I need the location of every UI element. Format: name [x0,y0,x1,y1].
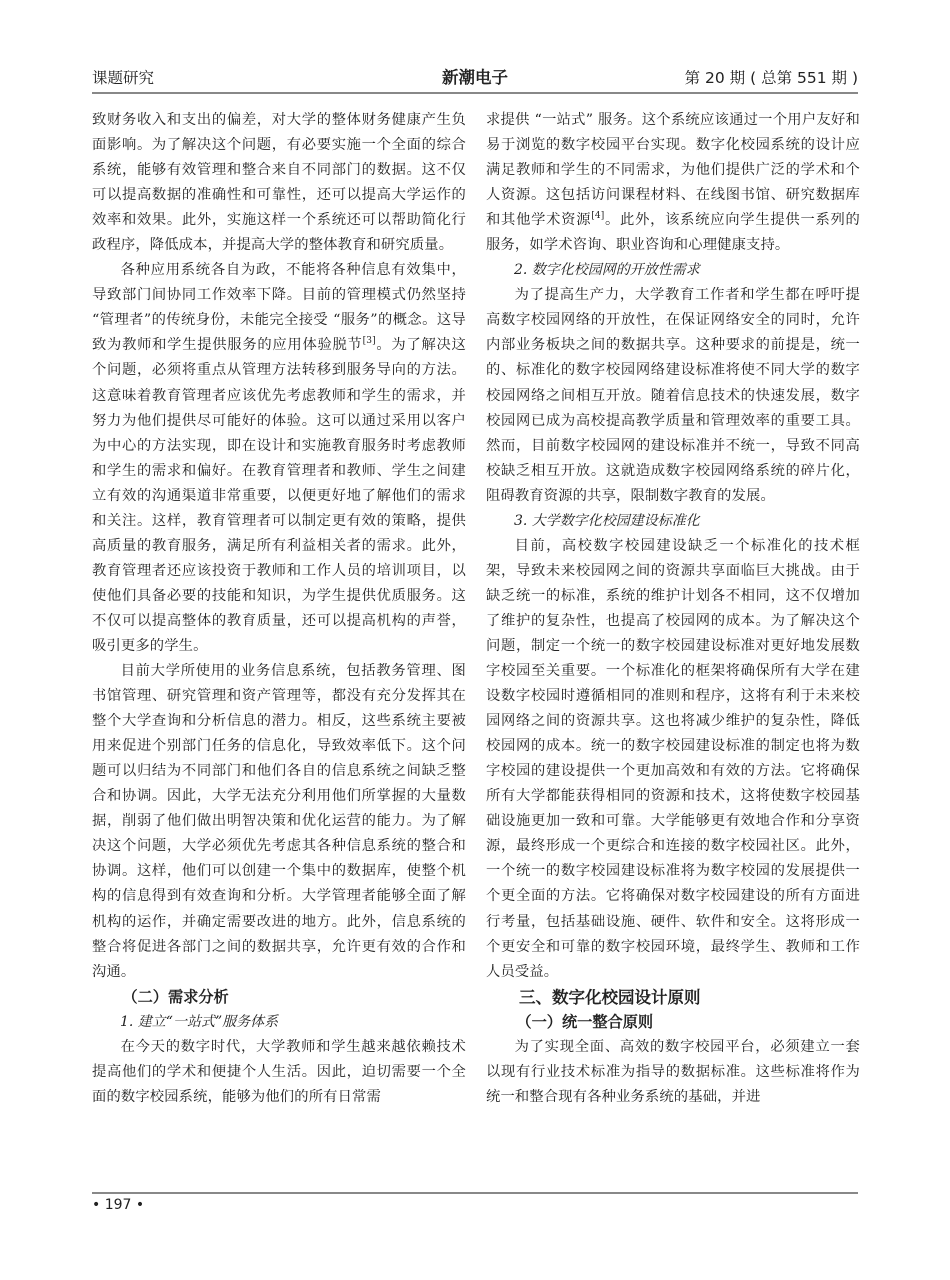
subsection-heading: 1. 建立“一站式”服务体系 [120,1013,279,1030]
paragraph: 在今天的数字时代，大学教师和学生越来越依赖技术提高他们的学术和便捷个人生活。因此，迫切需要一个全面的数字校园系统，能够为他们的所有日常需 [92,1038,466,1105]
citation-ref: [3] [362,336,376,347]
right-column [486,108,860,1110]
subsection-heading: 3. 大学数字化校园建设标准化 [514,512,700,529]
paragraph: 目前大学所使用的业务信息系统，包括教务管理、图书馆管理、研究管理和资产管理等，都没有充分发挥其在整个大学查询和分析信息的潜力。相反，这些系统主要被用来促进个别部门任务的信息化，导致效率低下。这个问题可以归结为不同部门和他们各自的信息系统之间缺乏整合和协调。因此，大学无法充分利用他们所掌握的大量数据，削弱了他们做出明智决策和优化运营的能力。为了解决这个问题，大学必须优先考虑其各种信息系统的整合和协调。这样，他们可以创建一个集中的数据库，使整个机构的信息得到有效查询和分析。大学管理者能够全面了解机构的运作，并确定需要改进的地方。此外，信息系统的整合将促进各部门之间的数据共享，允许更有效的合作和沟通。 [92,663,466,980]
section-heading: （二）需求分析 [122,987,229,1006]
left-column [92,108,466,1110]
paragraph [486,108,860,258]
subsection-heading: 2. 数字化校园网的开放性需求 [514,262,700,279]
header-journal: 新潮电子 [442,68,508,87]
paragraph: 目前，高校数字校园建设缺乏一个标准化的技术框架，导致未来校园网之间的资源共享面临巨大挑战。由于缺乏统一的标准，系统的维护计划各不相同，这不仅增加了维护的复杂性，也提高了校园网的成本。为了解决这个问题，制定一个统一的数字校园建设标准对更好地发展数字校园至关重要。一个标准化的框架将确保所有大学在建设数字校园时遵循相同的准则和程序，这将有利于未来校园网络之间的资源共享。这也将减少维护的复杂性，降低校园网的成本。统一的数字校园建设标准的制定也将为数字校园的建设提供一个更加高效和有效的方法。它将确保所有大学都能获得相同的资源和技术，这将使数字校园基础设施更加一致和可靠。大学能够更有效地合作和分享资源，最终形成一个更综合和连接的数字校园社区。此外，一个统一的数字校园建设标准将为数字校园的发展提供一个更全面的方法。它将确保对数字校园建设的所有方面进行考量，包括基础设施、硬件、软件和安全。这将形成一个更安全和可靠的数字校园环境，最终学生、教师和工作人员受益。 [486,537,860,980]
paragraph-text: 。为了解决这个问题，必须将重点从管理方法转移到服务导向的方法。这意味着教育管理者应该优先考虑教师和学生的需求，并努力为他们提供尽可能好的体验。这可以通过采用以客户为中心的方法实现，即在设计和实施教育服务时考虑教师和学生的需求和偏好。在教育管理者和教师、学生之间建立有效的沟通渠道非常重要，以便更好地了解他们的需求和关注。这样，教育管理者可以制定更有效的策略，提供高质量的教育服务，满足所有利益相关者的需求。此外，教育管理者还应该投资于教师和工作人员的培训项目，以使他们具备必要的技能和知识，为学生提供优质服务。这不仅可以提高整体的教育质量，还可以提高机构的声誉，吸引更多的学生。 [92,337,466,654]
section-heading: （一）统一整合原则 [516,1012,654,1031]
paragraph-text: 各种应用系统各自为政，不能将各种信息有效集中，导致部门间协同工作效率下降。目前的管理模式仍然坚持 “管理者”的传统身份，未能完全接受 “服务”的概念。这导致为教师和学生提供服务的应用体验脱节 [92,262,466,354]
header-rule [92,92,858,94]
paragraph-text: 求提供 “一站式” 服务。这个系统应该通过一个用户友好和易于浏览的数字校园平台实现。数字化校园系统的设计应满足教师和学生的不同需求，为他们提供广泛的学术和个人资源。这包括访问课程材料、在线图书馆、研究数据库和其他学术资源 [486,112,860,229]
page-number: • 197 • [92,1197,145,1213]
chapter-heading: 三、数字化校园设计原则 [519,987,701,1007]
citation-ref: [4] [591,211,605,222]
running-header [92,64,858,90]
header-section: 课题研究 [92,69,155,87]
paragraph [92,258,466,659]
paragraph: 为了提高生产力，大学教育工作者和学生都在呼吁提高数字校园网络的开放性，在保证网络安全的同时，允许内部业务板块之间的数据共享。这种要求的前提是，统一的、标准化的数字校园网络建设标准将使不同大学的数字校园网络之间相互开放。随着信息技术的快速发展，数字校园网已成为高校提高教学质量和管理效率的重要工具。然而，目前数字校园网的建设标准并不统一，导致不同高校缺乏相互开放。这就造成数字校园网络系统的碎片化，阻碍教育资源的共享，限制数字教育的发展。 [486,287,860,504]
paragraph: 为了实现全面、高效的数字校园平台，必须建立一套以现有行业技术标准为指导的数据标准。这些标准将作为统一和整合现有各种业务系统的基础，并进 [486,1038,860,1105]
header-issue: 第 20 期 ( 总第 551 期 ) [684,69,858,87]
footer-rule [92,1192,858,1194]
paragraph: 致财务收入和支出的偏差，对大学的整体财务健康产生负面影响。为了解决这个问题，有必要实施一个全面的综合系统，能够有效管理和整合来自不同部门的数据。这不仅可以提高数据的准确性和可靠性，还可以提高大学运作的效率和效果。此外，实施这样一个系统还可以帮助简化行政程序，降低成本，并提高大学的整体教育和研究质量。 [92,112,466,254]
paragraph-text: 。此外，该系统应向学生提供一系列的服务，如学术咨询、职业咨询和心理健康支持。 [486,212,860,254]
